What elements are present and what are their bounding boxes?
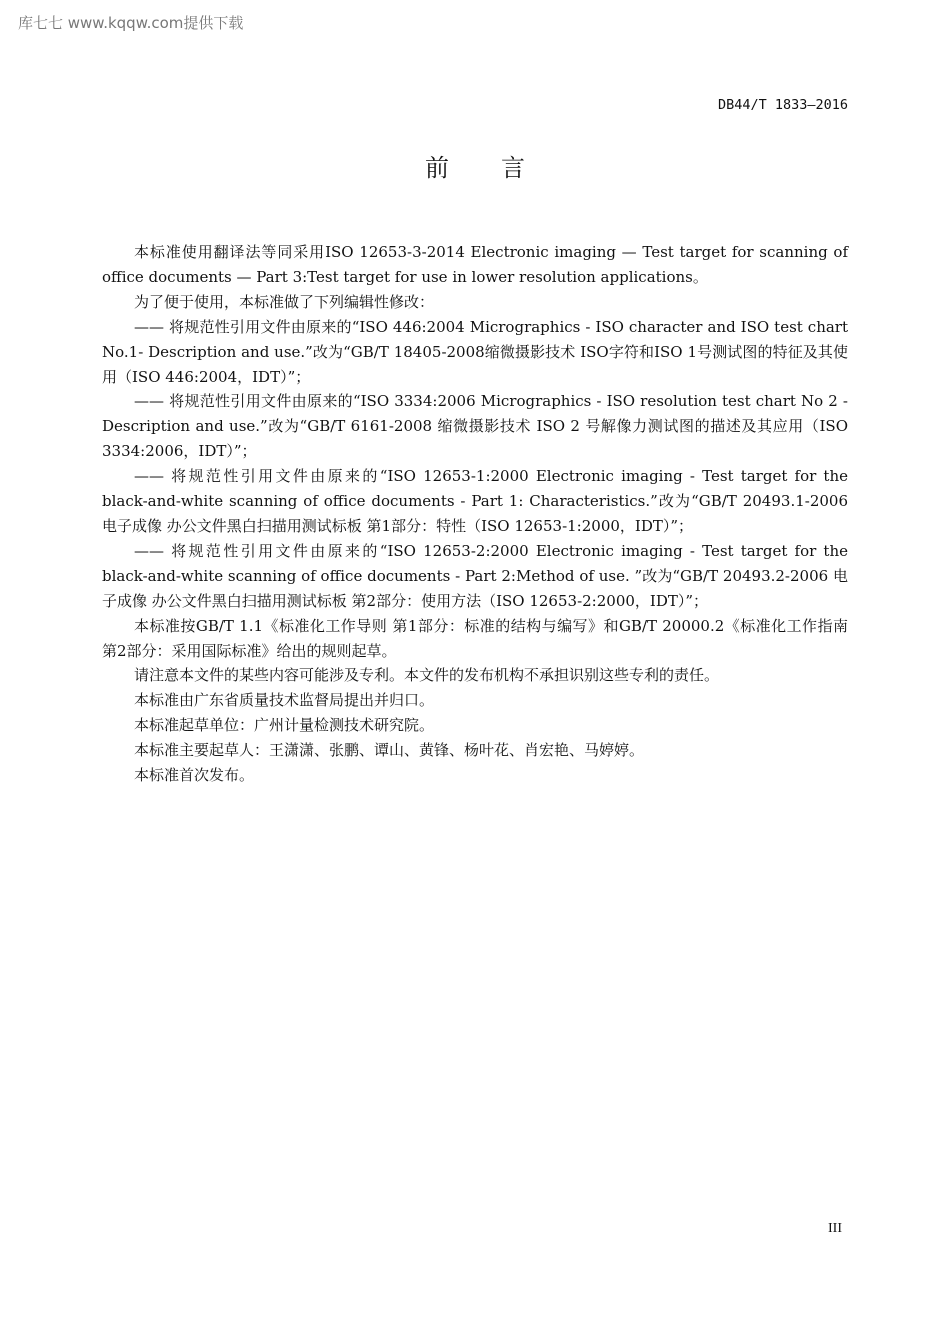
- watermark-text: 库七七 www.kqqw.com提供下载: [18, 14, 244, 32]
- paragraph-edit-iso12653-2: —— 将规范性引用文件由原来的“ISO 12653-2:2000 Electronic imaging - Test target for the black-and-white scanning of office documents - Part 2:Method of use. ”改为“GB/T 20493.2-2006 电子成像 办公文件黑白扫描用测试标板 第2部分：使用方法（ISO 12653-2:2000，IDT）”；: [102, 541, 848, 610]
- paragraph-drafters: 本标准主要起草人：王潇潇、张鹏、谭山、黄锋、杨叶花、肖宏艳、马婷婷。: [134, 741, 645, 760]
- paragraph-edit-iso12653-1: —— 将规范性引用文件由原来的“ISO 12653-1:2000 Electronic imaging - Test target for the black-and-white scanning of office documents - Part 1: Characteristics.”改为“GB/T 20493.1-2006 电子成像 办公文件黑白扫描用测试标板 第1部分：特性（ISO 12653-1:2000，IDT）”；: [102, 467, 848, 535]
- paragraph-edits-intro: 为了便于使用，本标准做了下列编辑性修改：: [134, 292, 435, 311]
- paragraph-drafting-unit: 本标准起草单位：广州计量检测技术研究院。: [134, 716, 435, 735]
- page-number: III: [828, 1221, 842, 1236]
- page-title: 前言: [425, 154, 577, 182]
- document-code: DB44/T 1833—2016: [717, 97, 848, 113]
- paragraph-proposer: 本标准由广东省质量技术监督局提出并归口。: [134, 691, 435, 710]
- paragraph-adoption: 本标准使用翻译法等同采用ISO 12653-3-2014 Electronic imaging — Test target for scanning of office documents — Part 3:Test target for use in lower resolution applications。: [102, 243, 848, 286]
- paragraph-patent-notice: 请注意本文件的某些内容可能涉及专利。本文件的发布机构不承担识别这些专利的责任。: [134, 666, 720, 685]
- foreword-body: [102, 240, 848, 788]
- paragraph-drafting-rules: 本标准按GB/T 1.1《标准化工作导则 第1部分：标准的结构与编写》和GB/T 20000.2《标准化工作指南 第2部分：采用国际标准》给出的规则起草。: [102, 616, 848, 660]
- paragraph-edit-iso446: —— 将规范性引用文件由原来的“ISO 446:2004 Micrographics - ISO character and ISO test chart No.1- Description and use.”改为“GB/T 18405-2008缩微摄影技术 ISO字符和ISO 1号测试图的特征及其使用（ISO 446:2004，IDT）”；: [102, 317, 848, 386]
- paragraph-first-release: 本标准首次发布。: [134, 766, 255, 785]
- paragraph-edit-iso3334: —— 将规范性引用文件由原来的“ISO 3334:2006 Micrographics - ISO resolution test chart No 2 - Description and use.”改为“GB/T 6161-2008 缩微摄影技术 ISO 2 号解像力测试图的描述及其应用（ISO 3334:2006，IDT）”；: [102, 392, 848, 461]
